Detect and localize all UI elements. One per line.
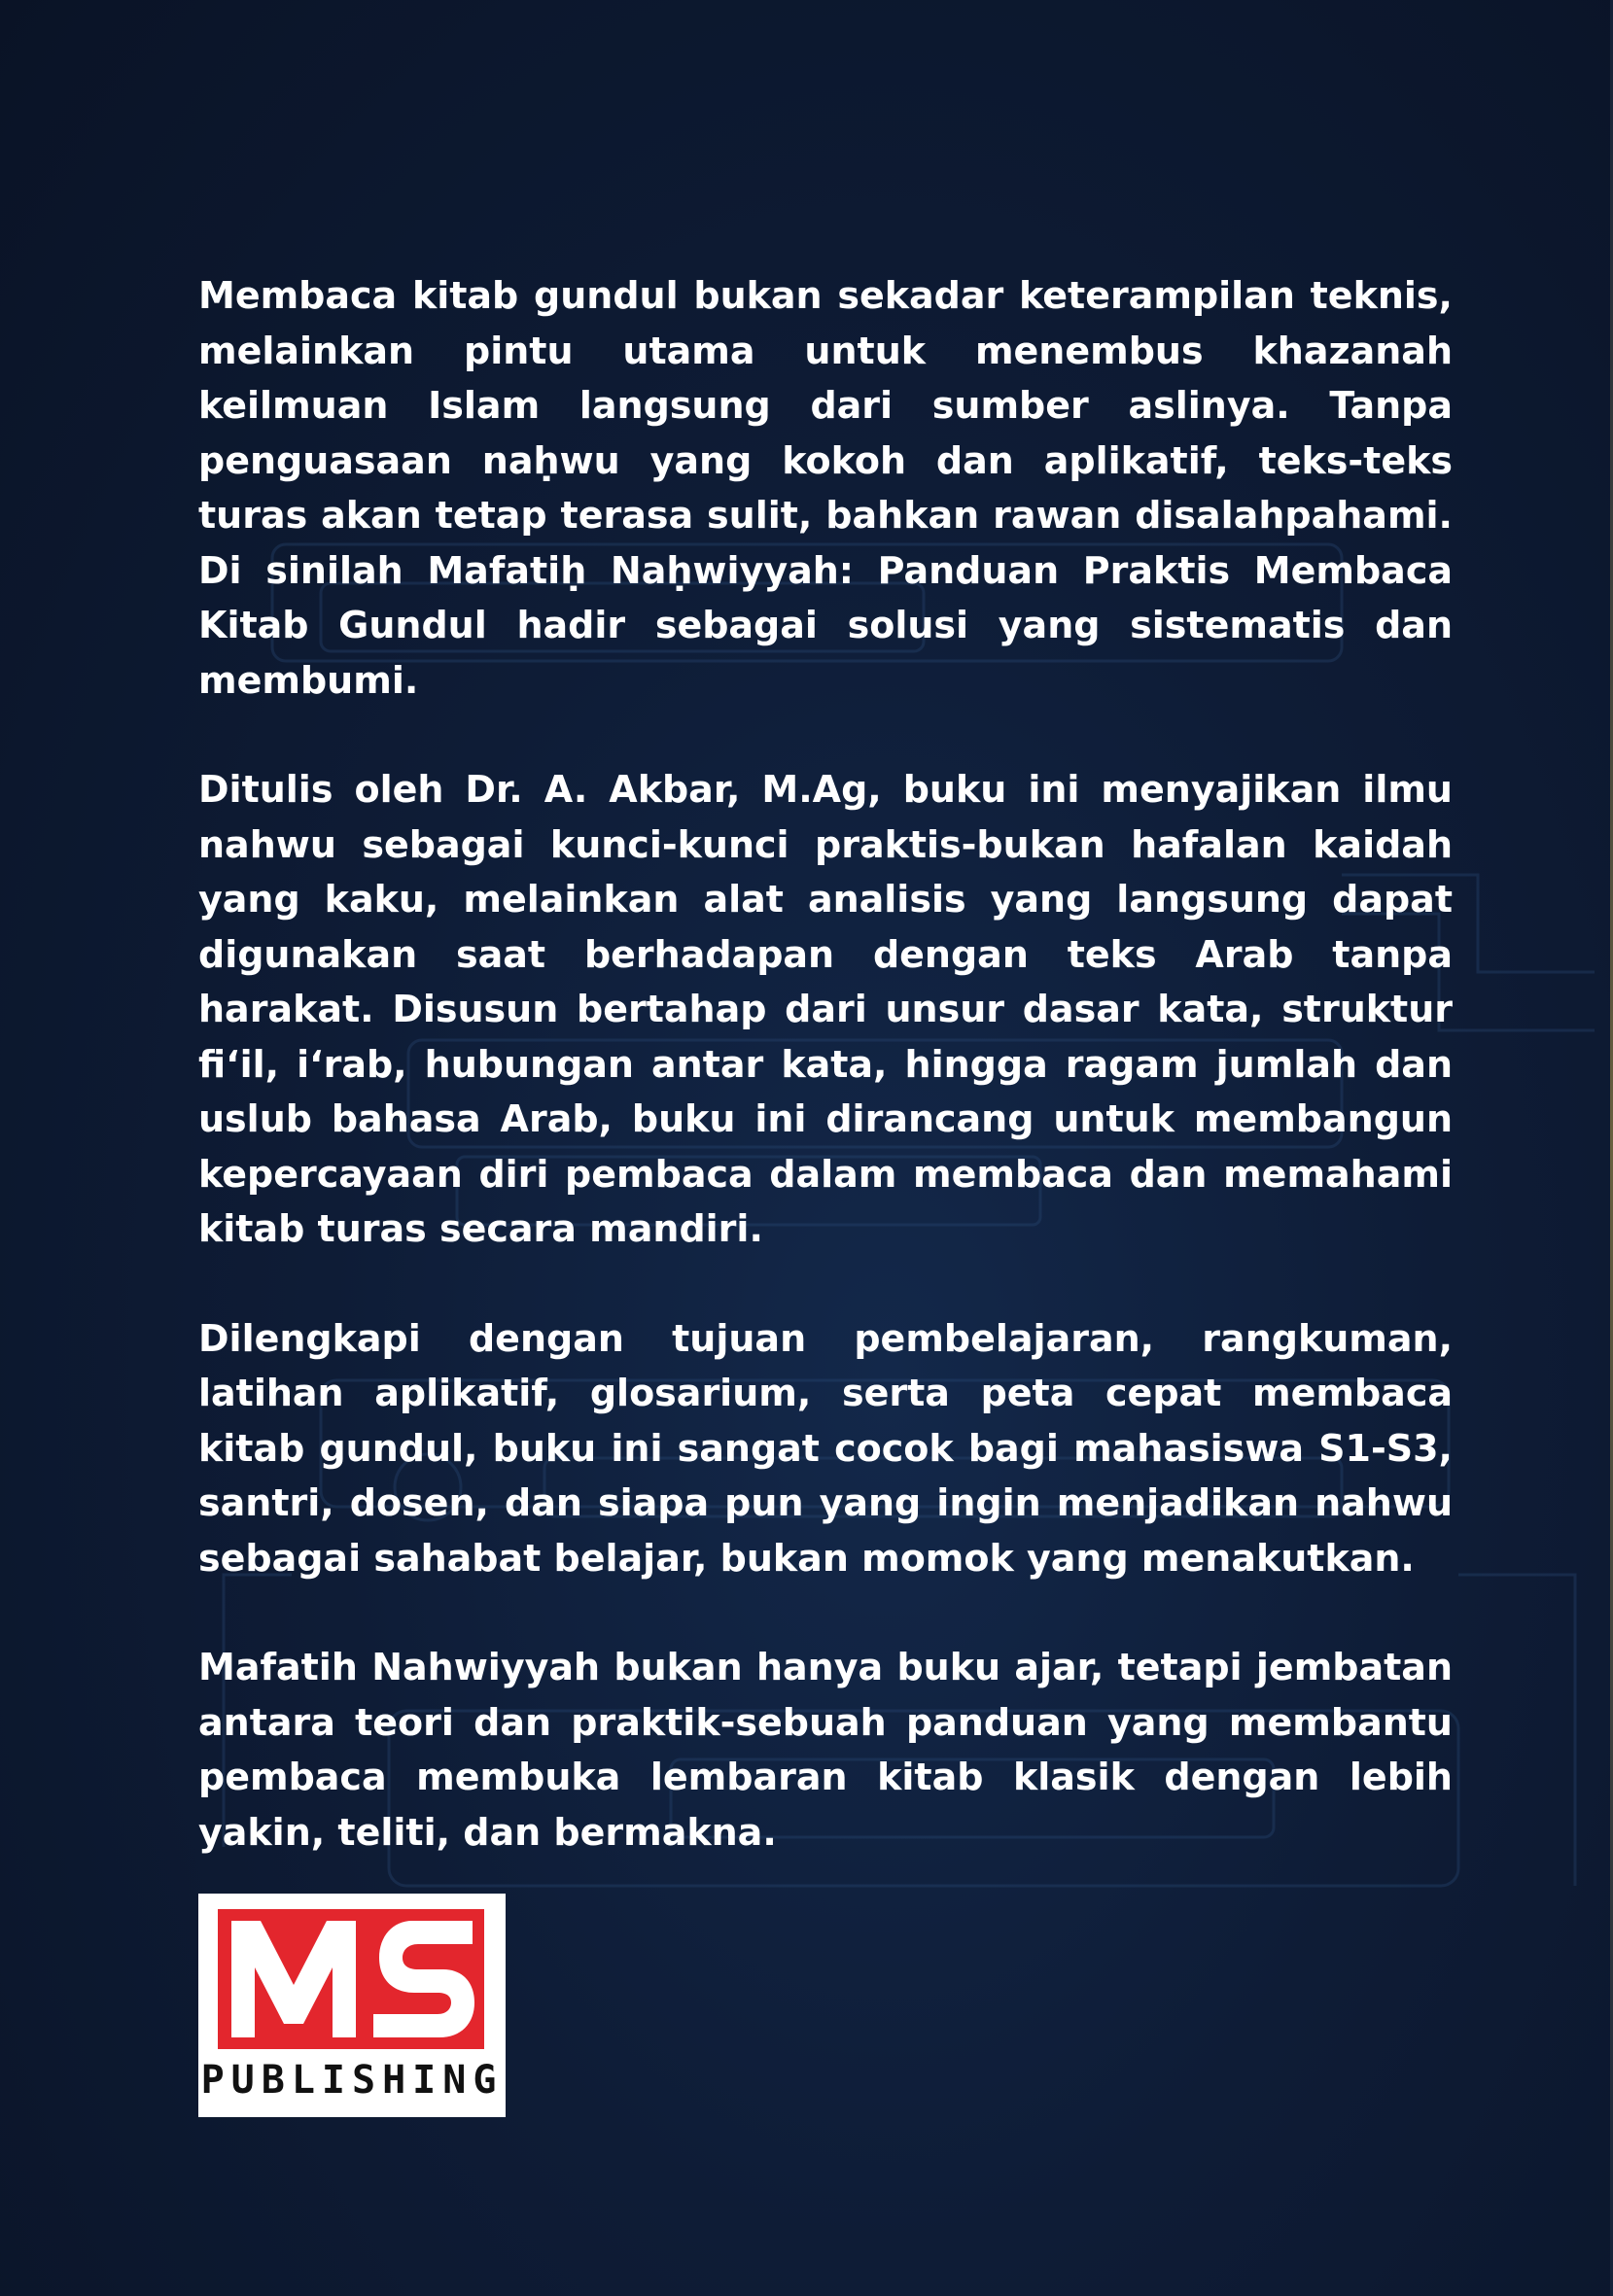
blurb-paragraph-4: Mafatih Nahwiyyah bukan hanya buku ajar, tetapi jembatan antara teori dan praktik-sebuah panduan yang membantu pembaca membuka lembaran kitab klasik dengan lebih yakin, teliti, dan bermakna. <box>198 1646 1453 1854</box>
publisher-logo <box>198 1894 506 2117</box>
blurb-paragraph-1: Membaca kitab gundul bukan sekadar keterampilan teknis, melainkan pintu utama untuk menembus khazanah keilmuan Islam langsung dari sumber aslinya. Tanpa penguasaan naḥwu yang kokoh dan aplikatif, teks-teks turas akan tetap terasa sulit, bahkan rawan disalahpahami. Di sinilah Mafatiḥ Naḥwiyyah: Panduan Praktis Membaca Kitab Gundul hadir sebagai solusi yang sistematis dan membumi. <box>198 274 1453 702</box>
publisher-name: PUBLISHING <box>200 2058 504 2103</box>
ms-logo-mark <box>218 1909 484 2049</box>
blurb-paragraph-3: Dilengkapi dengan tujuan pembelajaran, rangkuman, latihan aplikatif, glosarium, serta peta cepat membaca kitab gundul, buku ini sangat cocok bagi mahasiswa S1-S3, santri, dosen, dan siapa pun yang ingin menjadikan nahwu sebagai sahabat belajar, bukan momok yang menakutkan. <box>198 1316 1453 1580</box>
blurb <box>198 268 1453 1914</box>
blurb-paragraph-2: Ditulis oleh Dr. A. Akbar, M.Ag, buku ini menyajikan ilmu nahwu sebagai kunci-kunci praktis-bukan hafalan kaidah yang kaku, melainkan alat analisis yang langsung dapat digunakan saat berhadapan dengan teks Arab tanpa harakat. Disusun bertahap dari unsur dasar kata, struktur fi‘il, i‘rab, hubungan antar kata, hingga ragam jumlah dan uslub bahasa Arab, buku ini dirancang untuk membangun kepercayaan diri pembaca dalam membaca dan memahami kitab turas secara mandiri. <box>198 768 1453 1250</box>
